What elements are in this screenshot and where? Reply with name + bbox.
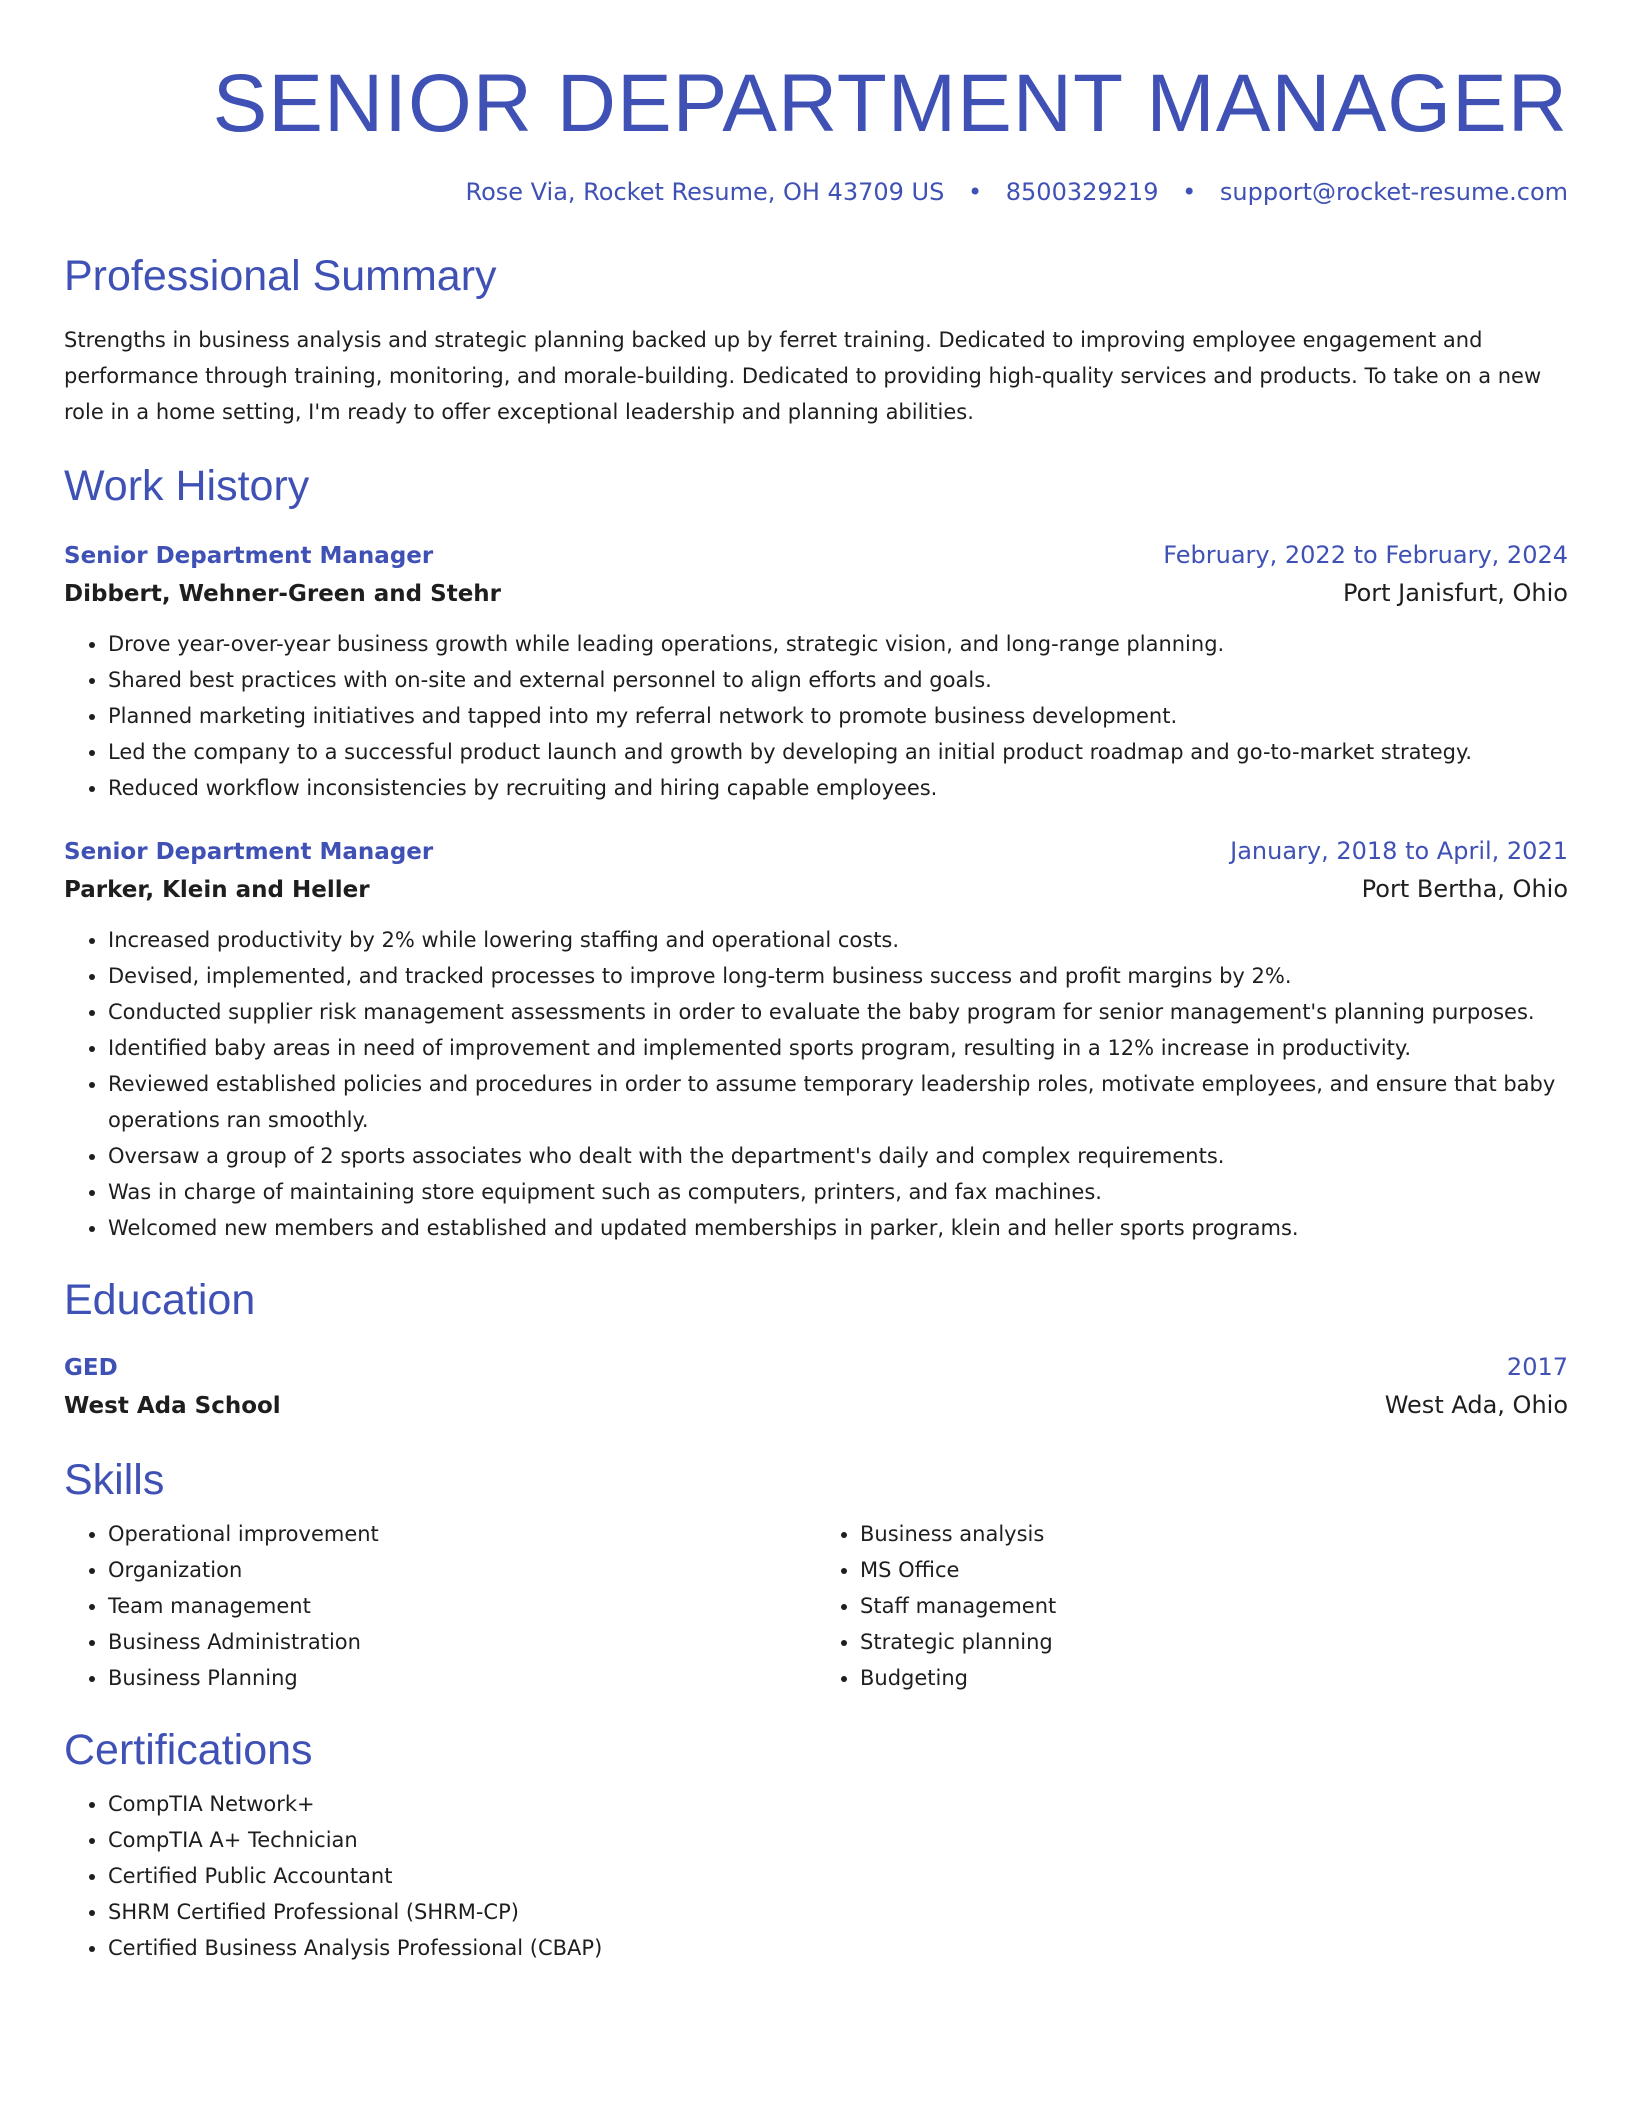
list-item: • Oversaw a group of 2 sports associates who dealt with the department's daily and complex requirements.	[108, 1138, 1568, 1174]
job-entry	[64, 538, 1568, 806]
education-year: 2017	[1506, 1353, 1568, 1381]
list-item: • Business analysis	[860, 1516, 1568, 1552]
job-company-row	[64, 573, 1568, 614]
list-item: • CompTIA A+ Technician	[108, 1822, 1568, 1858]
job-company: Parker, Klein and Heller	[64, 877, 370, 903]
job-company-row	[64, 869, 1568, 910]
contact-separator: •	[1182, 178, 1197, 206]
certifications-list	[64, 1786, 1568, 1966]
skills-columns	[64, 1516, 1568, 1696]
skills-heading: Skills	[64, 1456, 165, 1504]
summary-heading: Professional Summary	[64, 252, 497, 300]
job-location: Port Bertha, Ohio	[1361, 875, 1568, 903]
summary-section	[64, 248, 1568, 430]
education-degree: GED	[64, 1355, 118, 1381]
contact-email: support@rocket-resume.com	[1219, 178, 1568, 206]
list-item: • Budgeting	[860, 1660, 1568, 1696]
education-section	[64, 1272, 1568, 1426]
list-item: • Certified Public Accountant	[108, 1858, 1568, 1894]
job-bullets	[64, 922, 1568, 1246]
work-history-heading: Work History	[64, 462, 310, 510]
resume-title: SENIOR DEPARTMENT MANAGER	[212, 58, 1568, 149]
list-item: • Organization	[108, 1552, 816, 1588]
list-item: • Team management	[108, 1588, 816, 1624]
list-item: • Staff management	[860, 1588, 1568, 1624]
list-item: • SHRM Certified Professional (SHRM-CP)	[108, 1894, 1568, 1930]
list-item: • Was in charge of maintaining store equipment such as computers, printers, and fax machines.	[108, 1174, 1568, 1210]
list-item: • Reviewed established policies and procedures in order to assume temporary leadership roles, motivate employees, and ensure that baby operations ran smoothly.	[108, 1066, 1568, 1138]
job-company: Dibbert, Wehner-Green and Stehr	[64, 581, 502, 607]
job-role: Senior Department Manager	[64, 839, 434, 865]
job-role: Senior Department Manager	[64, 543, 434, 569]
list-item: • Business Administration	[108, 1624, 816, 1660]
certifications-heading: Certifications	[64, 1726, 313, 1774]
list-item: • Strategic planning	[860, 1624, 1568, 1660]
list-item: • Devised, implemented, and tracked processes to improve long-term business success and profit margins by 2%.	[108, 958, 1568, 994]
education-location: West Ada, Ohio	[1384, 1391, 1568, 1419]
list-item: • Certified Business Analysis Professional (CBAP)	[108, 1930, 1568, 1966]
contact-line	[64, 176, 1568, 208]
job-location: Port Janisfurt, Ohio	[1342, 579, 1568, 607]
list-item: • Identified baby areas in need of improvement and implemented sports program, resulting in a 12% increase in productivity.	[108, 1030, 1568, 1066]
education-header-row	[64, 1350, 1568, 1385]
list-item: • Led the company to a successful product launch and growth by developing an initial product roadmap and go-to-market strategy.	[108, 734, 1568, 770]
summary-text: Strengths in business analysis and strategic planning backed up by ferret training. Dedicated to improving employee engagement and performance through training, monitoring, and morale-building. Dedicated to providing high-quality services and products. To take on a new role in a home setting, I'm ready to offer exceptional leadership and planning abilities.	[64, 328, 1542, 424]
contact-separator: •	[967, 178, 983, 206]
list-item: • Increased productivity by 2% while lowering staffing and operational costs.	[108, 922, 1568, 958]
certifications-section	[64, 1722, 1568, 1966]
job-dates: January, 2018 to April, 2021	[1230, 837, 1568, 865]
job-entry	[64, 834, 1568, 1246]
skills-list-left	[64, 1516, 816, 1696]
education-school-row	[64, 1385, 1568, 1426]
list-item: • Operational improvement	[108, 1516, 816, 1552]
list-item: • Business Planning	[108, 1660, 816, 1696]
skills-list-right	[816, 1516, 1568, 1696]
education-school: West Ada School	[64, 1393, 281, 1419]
job-header-row	[64, 538, 1568, 573]
skills-section	[64, 1452, 1568, 1696]
education-entry	[64, 1350, 1568, 1426]
list-item: • Drove year-over-year business growth while leading operations, strategic vision, and long-range planning.	[108, 626, 1568, 662]
job-header-row	[64, 834, 1568, 869]
education-heading: Education	[64, 1276, 256, 1324]
work-history-section	[64, 458, 1568, 1246]
list-item: • Reduced workflow inconsistencies by recruiting and hiring capable employees.	[108, 770, 1568, 806]
list-item: • Shared best practices with on-site and external personnel to align efforts and goals.	[108, 662, 1568, 698]
list-item: • Planned marketing initiatives and tapped into my referral network to promote business development.	[108, 698, 1568, 734]
list-item: • Conducted supplier risk management assessments in order to evaluate the baby program for senior management's planning purposes.	[108, 994, 1568, 1030]
list-item: • MS Office	[860, 1552, 1568, 1588]
list-item: • CompTIA Network+	[108, 1786, 1568, 1822]
job-dates: February, 2022 to February, 2024	[1163, 541, 1568, 569]
list-item: • Welcomed new members and established and updated memberships in parker, klein and heller sports programs.	[108, 1210, 1568, 1246]
job-bullets	[64, 626, 1568, 806]
contact-phone: 8500329219	[1005, 178, 1159, 206]
contact-address: Rose Via, Rocket Resume, OH 43709 US	[465, 178, 945, 206]
